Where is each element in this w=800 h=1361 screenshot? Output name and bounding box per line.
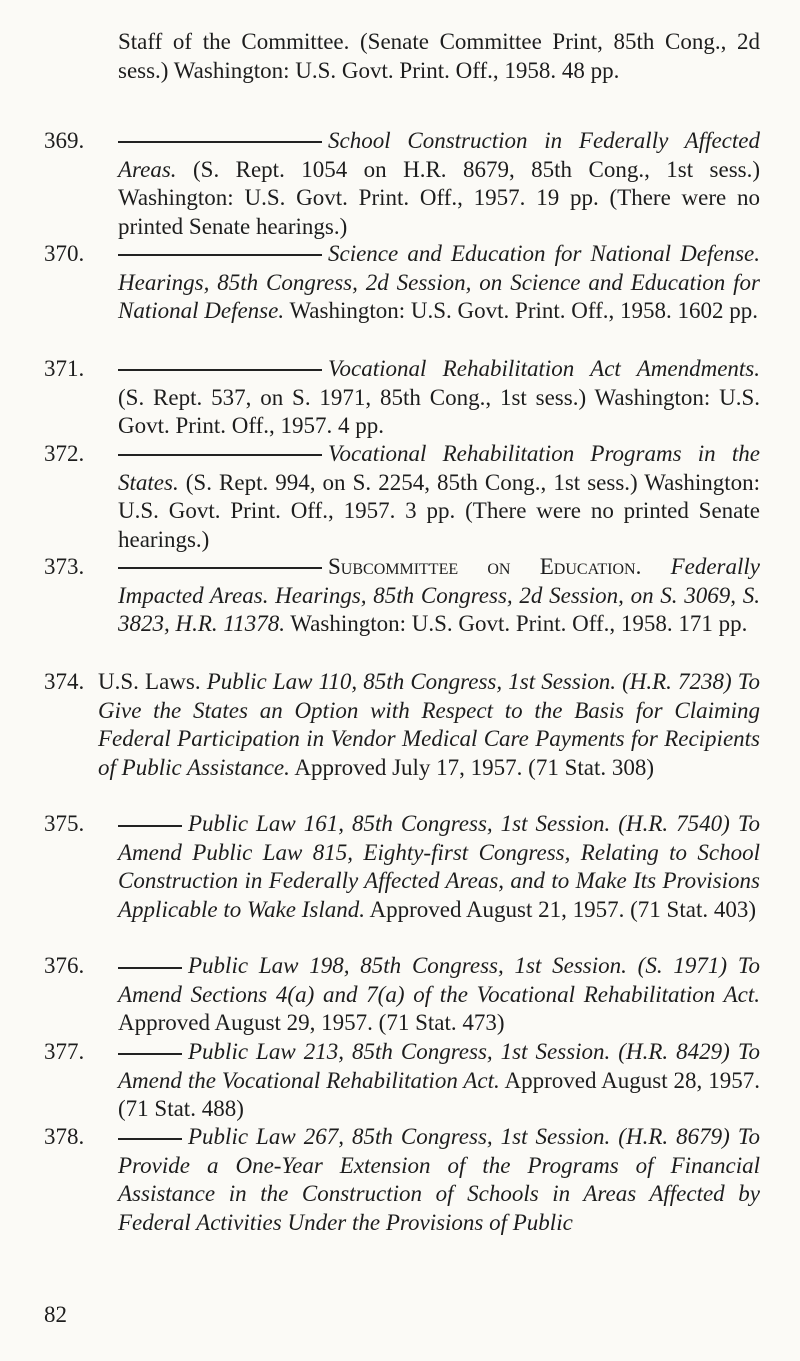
entry-374 (44, 668, 760, 782)
ditto-rule (118, 1138, 182, 1140)
entry-number: 371. (44, 356, 85, 381)
entry-373 (44, 553, 760, 639)
entry-number: 374. (44, 669, 85, 694)
entry-377 (44, 1038, 760, 1124)
ditto-rule (118, 254, 322, 258)
entry-369 (44, 127, 760, 241)
entry-number: 372. (44, 441, 85, 466)
entry-details: Approved August 29, 1957. (71 Stat. 473) (118, 1010, 505, 1035)
entry-subcommittee: Subcommittee on Education. (328, 554, 642, 579)
entry-details: Washington: U.S. Govt. Print. Off., 1958. 1602 pp. (289, 298, 759, 323)
entry-details: Approved August 28, 1957. (71 Stat. 488) (118, 1067, 760, 1121)
entry-title: School Construction in Federally Affected Areas. (118, 128, 760, 182)
ditto-rule (118, 825, 182, 827)
entry-378 (44, 1123, 760, 1237)
entry-title: Vocational Rehabilitation Programs in the States. (118, 441, 760, 495)
continued-entry: Staff of the Committee. (Senate Committee Print, 85th Cong., 2d sess.) Washington: U.S. Govt. Print. Off., 1958. 48 pp. (118, 29, 760, 83)
entry-title: Vocational Rehabilitation Act Amendments. (328, 356, 760, 381)
ditto-rule (118, 967, 182, 969)
ditto-rule (118, 1053, 182, 1055)
entry-number: 370. (44, 241, 85, 266)
entry-number: 369. (44, 128, 85, 153)
entry-376 (44, 952, 760, 1038)
ditto-rule (118, 141, 322, 145)
entry-title: Public Law 213, 85th Congress, 1st Session. (H.R. 8429) To Amend the Vocational Rehabilitation Act. (118, 1039, 760, 1093)
entry-title: Public Law 267, 85th Congress, 1st Session. (H.R. 8679) To Provide a One-Year Extension of the Programs of Financial Assistance in the Construction of Schools in Areas Affected by Federal Activities Under the Provisions of Public (118, 1124, 760, 1235)
entry-number: 375. (44, 811, 85, 836)
entry-371 (44, 355, 760, 441)
entry-number: 377. (44, 1039, 85, 1064)
entry-372 (44, 440, 760, 554)
entry-details: Washington: U.S. Govt. Print. Off., 1958. 171 pp. (290, 611, 748, 636)
entry-number: 378. (44, 1124, 85, 1149)
entry-details: (S. Rept. 1054 on H.R. 8679, 85th Cong., 1st sess.) Washington: U.S. Govt. Print. Off., 1957. 19 pp. (There were no printed Senate hearings.) (118, 156, 760, 239)
entry-details: Approved July 17, 1957. (71 Stat. 308) (294, 754, 655, 780)
entry-title: Public Law 198, 85th Congress, 1st Session. (S. 1971) To Amend Sections 4(a) and 7(a) of the Vocational Rehabilitation Act. (118, 953, 760, 1007)
entry-details: (S. Rept. 537, on S. 1971, 85th Cong., 1st sess.) Washington: U.S. Govt. Print. Off., 1957. 4 pp. (118, 384, 760, 438)
entry-title: Public Law 110, 85th Congress, 1st Session. (H.R. 7238) To Give the States an Option with Respect to the Basis for Claiming Federal Participation in Vendor Medical Care Payments for Recipients of Public Assistance. (98, 669, 760, 780)
ditto-rule (118, 369, 322, 373)
entry-lead: U.S. Laws. (98, 669, 201, 694)
entry-details: Approved August 21, 1957. (71 Stat. 403) (369, 896, 756, 922)
ditto-rule (118, 454, 322, 458)
entry-number: 376. (44, 953, 85, 978)
entry-375 (44, 810, 760, 924)
entry-details: (S. Rept. 994, on S. 2254, 85th Cong., 1st sess.) Washington: U.S. Govt. Print. Off., 1957. 3 pp. (There were no printed Senate hearings.) (118, 469, 761, 552)
ditto-rule (118, 567, 322, 571)
page-number: 82 (44, 1302, 67, 1327)
entry-title: Science and Education for National Defense. Hearings, 85th Congress, 2d Session, on Science and Education for National Defense. (118, 241, 760, 323)
entry-number: 373. (44, 554, 85, 579)
entry-title: Federally Impacted Areas. Hearings, 85th Congress, 2d Session, on S. 3069, S. 3823, H.R. 11378. (118, 554, 760, 636)
entry-370 (44, 240, 760, 326)
entry-title: Public Law 161, 85th Congress, 1st Session. (H.R. 7540) To Amend Public Law 815, Eighty-first Congress, Relating to School Construction in Federally Affected Areas, and to Make Its Provisions Applicable to Wake Island. (118, 811, 760, 922)
